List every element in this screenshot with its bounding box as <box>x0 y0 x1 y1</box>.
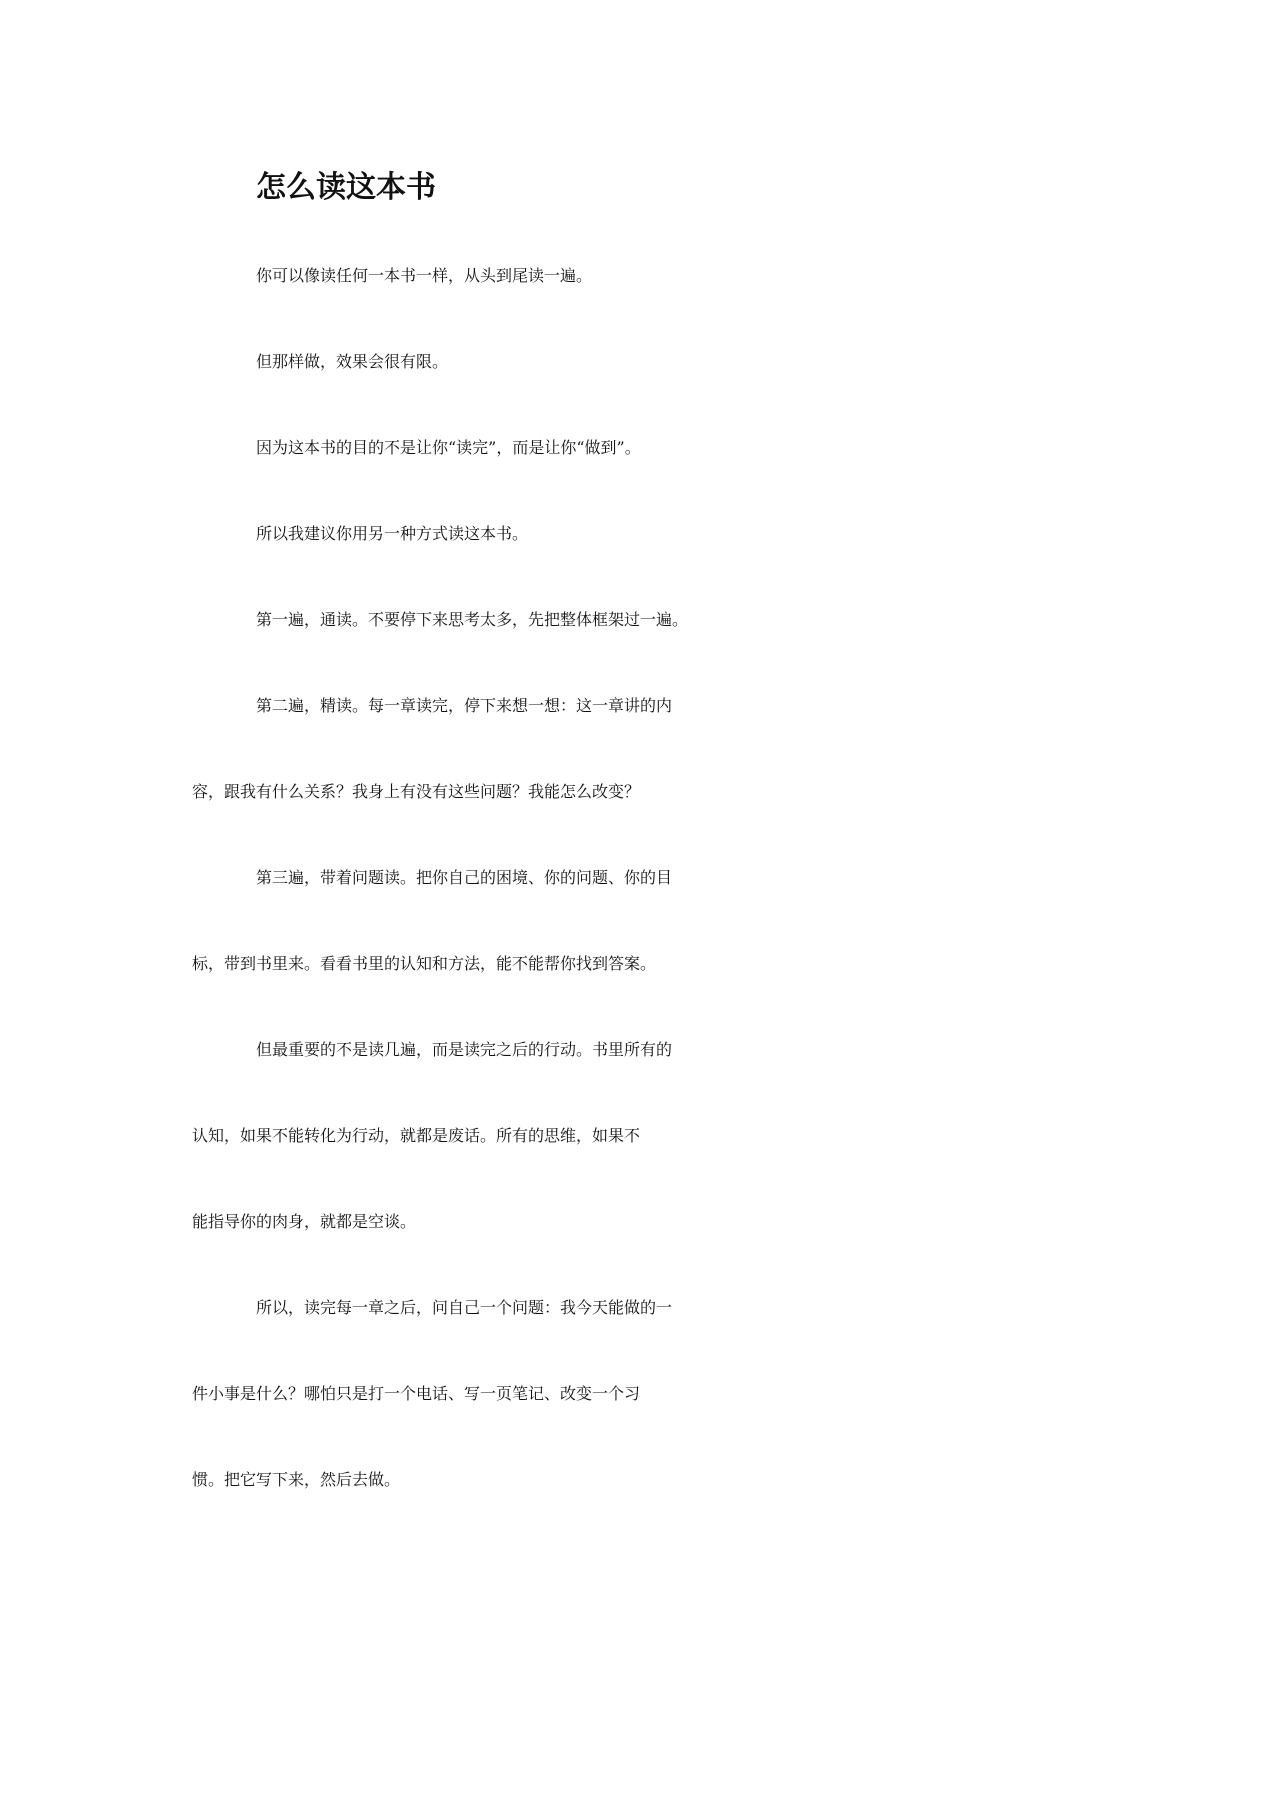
text-line: 认知，如果不能转化为行动，就都是废话。所有的思维，如果不 <box>192 1126 641 1145</box>
text-line: 所以，读完每一章之后，问自己一个问题：我今天能做的一 <box>256 1298 673 1317</box>
text-line: 但最重要的不是读几遍，而是读完之后的行动。书里所有的 <box>256 1040 673 1059</box>
text-line: 你可以像读任何一本书一样，从头到尾读一遍。 <box>256 266 593 285</box>
text-line: 容，跟我有什么关系？我身上有没有这些问题？我能怎么改变？ <box>192 782 641 801</box>
text-line: 第三遍，带着问题读。把你自己的困境、你的问题、你的目 <box>256 868 673 887</box>
text-line: 惯。把它写下来，然后去做。 <box>192 1470 401 1489</box>
text-line: 第二遍，精读。每一章读完，停下来想一想：这一章讲的内 <box>256 696 673 715</box>
text-line: 但那样做，效果会很有限。 <box>256 352 449 371</box>
section-title: 怎么读这本书 <box>256 170 436 205</box>
text-line: 标，带到书里来。看看书里的认知和方法，能不能帮你找到答案。 <box>192 954 657 973</box>
title-spacer <box>192 208 1080 254</box>
text-line: 所以我建议你用另一种方式读这本书。 <box>256 524 529 543</box>
text-line: 能指导你的肉身，就都是空谈。 <box>192 1212 417 1231</box>
document-page <box>192 168 1080 1544</box>
body-text <box>192 254 1080 1544</box>
text-line: 第一遍，通读。不要停下来思考太多，先把整体框架过一遍。 <box>256 610 689 629</box>
text-line: 件小事是什么？哪怕只是打一个电话、写一页笔记、改变一个习 <box>192 1384 641 1403</box>
text-line: 因为这本书的目的不是让你“读完”，而是让你“做到”。 <box>256 438 641 457</box>
